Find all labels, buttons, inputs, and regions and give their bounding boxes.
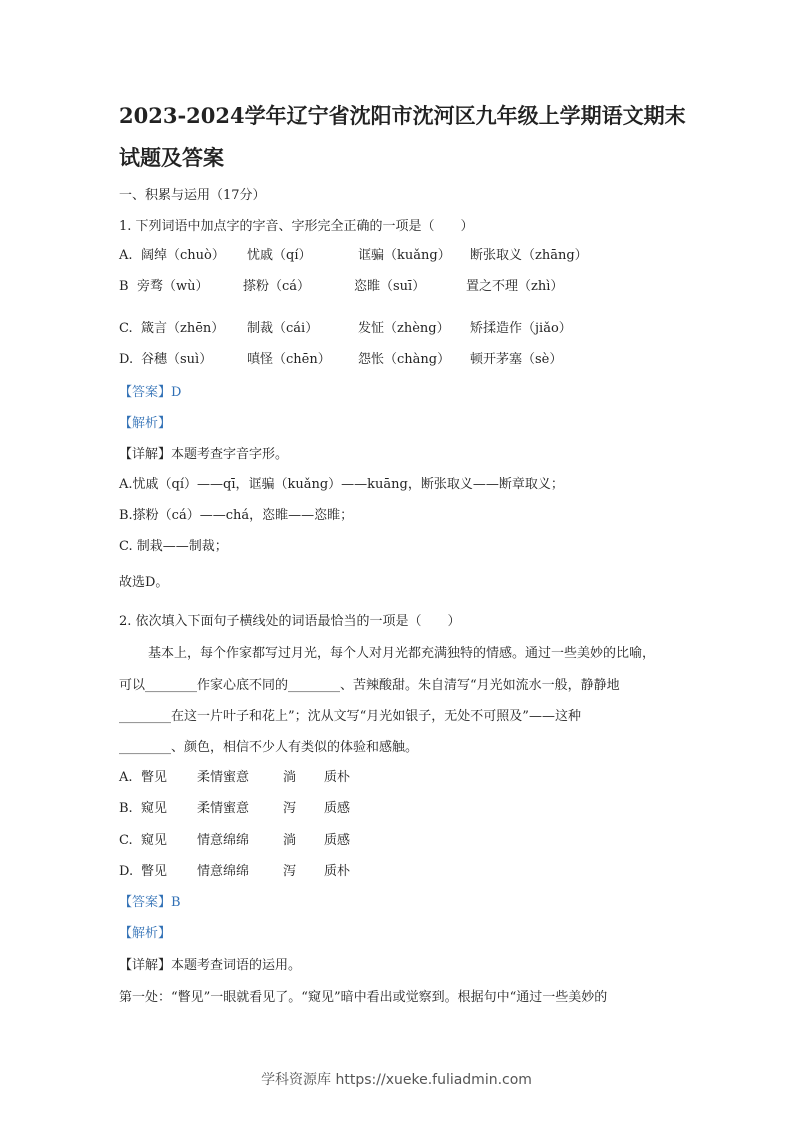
doc-title-line2: 试题及答案 <box>119 145 224 170</box>
q2-explain-1: 第一处：“瞥见”一眼就看见了。“窥见”暗中看出或觉察到。根据句中“通过一些美妙的 <box>119 990 608 1005</box>
q1-b-w1: 旁骛（wù） <box>137 279 209 294</box>
q2-passage-line1: 基本上，每个作家都写过月光，每个人对月光都充满独特的情感。通过一些美妙的比喻， <box>148 646 656 661</box>
q1-b-w4: 置之不理（zhì） <box>466 279 564 294</box>
q2-passage-line2: 可以________作家心底不同的________、苦辣酸甜。朱自清写“月光如流水一般，静静地 <box>119 678 620 693</box>
doc-title-line1: 2023-2024学年辽宁省沈阳市沈河区九年级上学期语文期末 <box>119 103 686 128</box>
q2-passage-line4: ________、颜色，相信不少人有类似的体验和感触。 <box>119 740 419 755</box>
q1-a-label: A. <box>119 248 133 263</box>
q2-answer: 【答案】B <box>119 895 181 910</box>
q1-explain-c: C. 制栽——制裁； <box>119 539 228 554</box>
q2-detail: 【详解】本题考查词语的运用。 <box>119 958 302 973</box>
q2-analysis: 【解析】 <box>119 926 172 941</box>
q1-analysis: 【解析】 <box>119 416 172 431</box>
q2-d-w4: 质朴 <box>324 864 351 879</box>
q2-stem: 2. 依次填入下面句子横线处的词语最恰当的一项是（ ） <box>119 614 461 629</box>
q2-d-w2: 情意绵绵 <box>197 864 250 879</box>
q2-b-w2: 柔情蜜意 <box>197 801 250 816</box>
q2-d-w3: 泻 <box>283 864 297 879</box>
q2-b-w3: 泻 <box>283 801 297 816</box>
q1-d-w4: 顿开茅塞（sè） <box>470 352 563 367</box>
q1-b-w2: 搽粉（cá） <box>243 279 311 294</box>
q1-c-w1: 箴言（zhēn） <box>141 321 225 336</box>
q1-explain-a: A.忧戚（qí）——qī，诓骗（kuǎng）——kuāng，断张取义——断章取义； <box>119 477 564 492</box>
q2-b-w1: 窥见 <box>141 801 168 816</box>
q1-c-w2: 制裁（cái） <box>247 321 319 336</box>
q1-d-w1: 谷穗（suì） <box>141 352 213 367</box>
q1-detail: 【详解】本题考查字音字形。 <box>119 447 289 462</box>
q2-a-w3: 淌 <box>283 770 297 785</box>
q2-b-w4: 质感 <box>324 801 351 816</box>
q1-stem: 1. 下列词语中加点字的字音、字形完全正确的一项是（ ） <box>119 219 474 234</box>
q1-d-w3: 怨怅（chàng） <box>358 352 451 367</box>
section-heading: 一、积累与运用（17分） <box>119 188 266 203</box>
q2-c-w1: 窥见 <box>141 833 168 848</box>
q2-a-w1: 瞥见 <box>141 770 168 785</box>
footer-watermark: 学科资源库 https://xueke.fuliadmin.com <box>261 1072 532 1088</box>
q2-c-w4: 质感 <box>324 833 351 848</box>
q2-passage-line3: ________在这一片叶子和花上”；沈从文写“月光如银子，无处不可照及”——这种 <box>119 709 581 724</box>
q1-a-w3: 诓骗（kuǎng） <box>358 248 451 263</box>
q2-c-label: C. <box>119 833 133 848</box>
q1-answer: 【答案】D <box>119 385 182 400</box>
q1-a-w2: 忧戚（qí） <box>247 248 312 263</box>
q2-d-w1: 瞥见 <box>141 864 168 879</box>
q1-d-label: D. <box>119 352 134 367</box>
q1-conclusion: 故选D。 <box>119 575 169 590</box>
q2-b-label: B. <box>119 801 133 816</box>
q1-b-label: B <box>119 279 129 294</box>
q1-d-w2: 嗔怪（chēn） <box>247 352 331 367</box>
q2-d-label: D. <box>119 864 134 879</box>
q2-a-w4: 质朴 <box>324 770 351 785</box>
q1-explain-b: B.搽粉（cá）——chá，恣睢——恣睢； <box>119 508 354 523</box>
q1-a-w4: 断张取义（zhāng） <box>470 248 588 263</box>
q1-c-label: C. <box>119 321 133 336</box>
q1-c-w3: 发怔（zhèng） <box>358 321 450 336</box>
q2-a-label: A. <box>119 770 133 785</box>
q1-b-w3: 恣睢（suī） <box>354 279 426 294</box>
q1-c-w4: 矫揉造作（jiǎo） <box>470 321 572 336</box>
q1-a-w1: 阔绰（chuò） <box>141 248 225 263</box>
q2-c-w3: 淌 <box>283 833 297 848</box>
q2-a-w2: 柔情蜜意 <box>197 770 250 785</box>
q2-c-w2: 情意绵绵 <box>197 833 250 848</box>
